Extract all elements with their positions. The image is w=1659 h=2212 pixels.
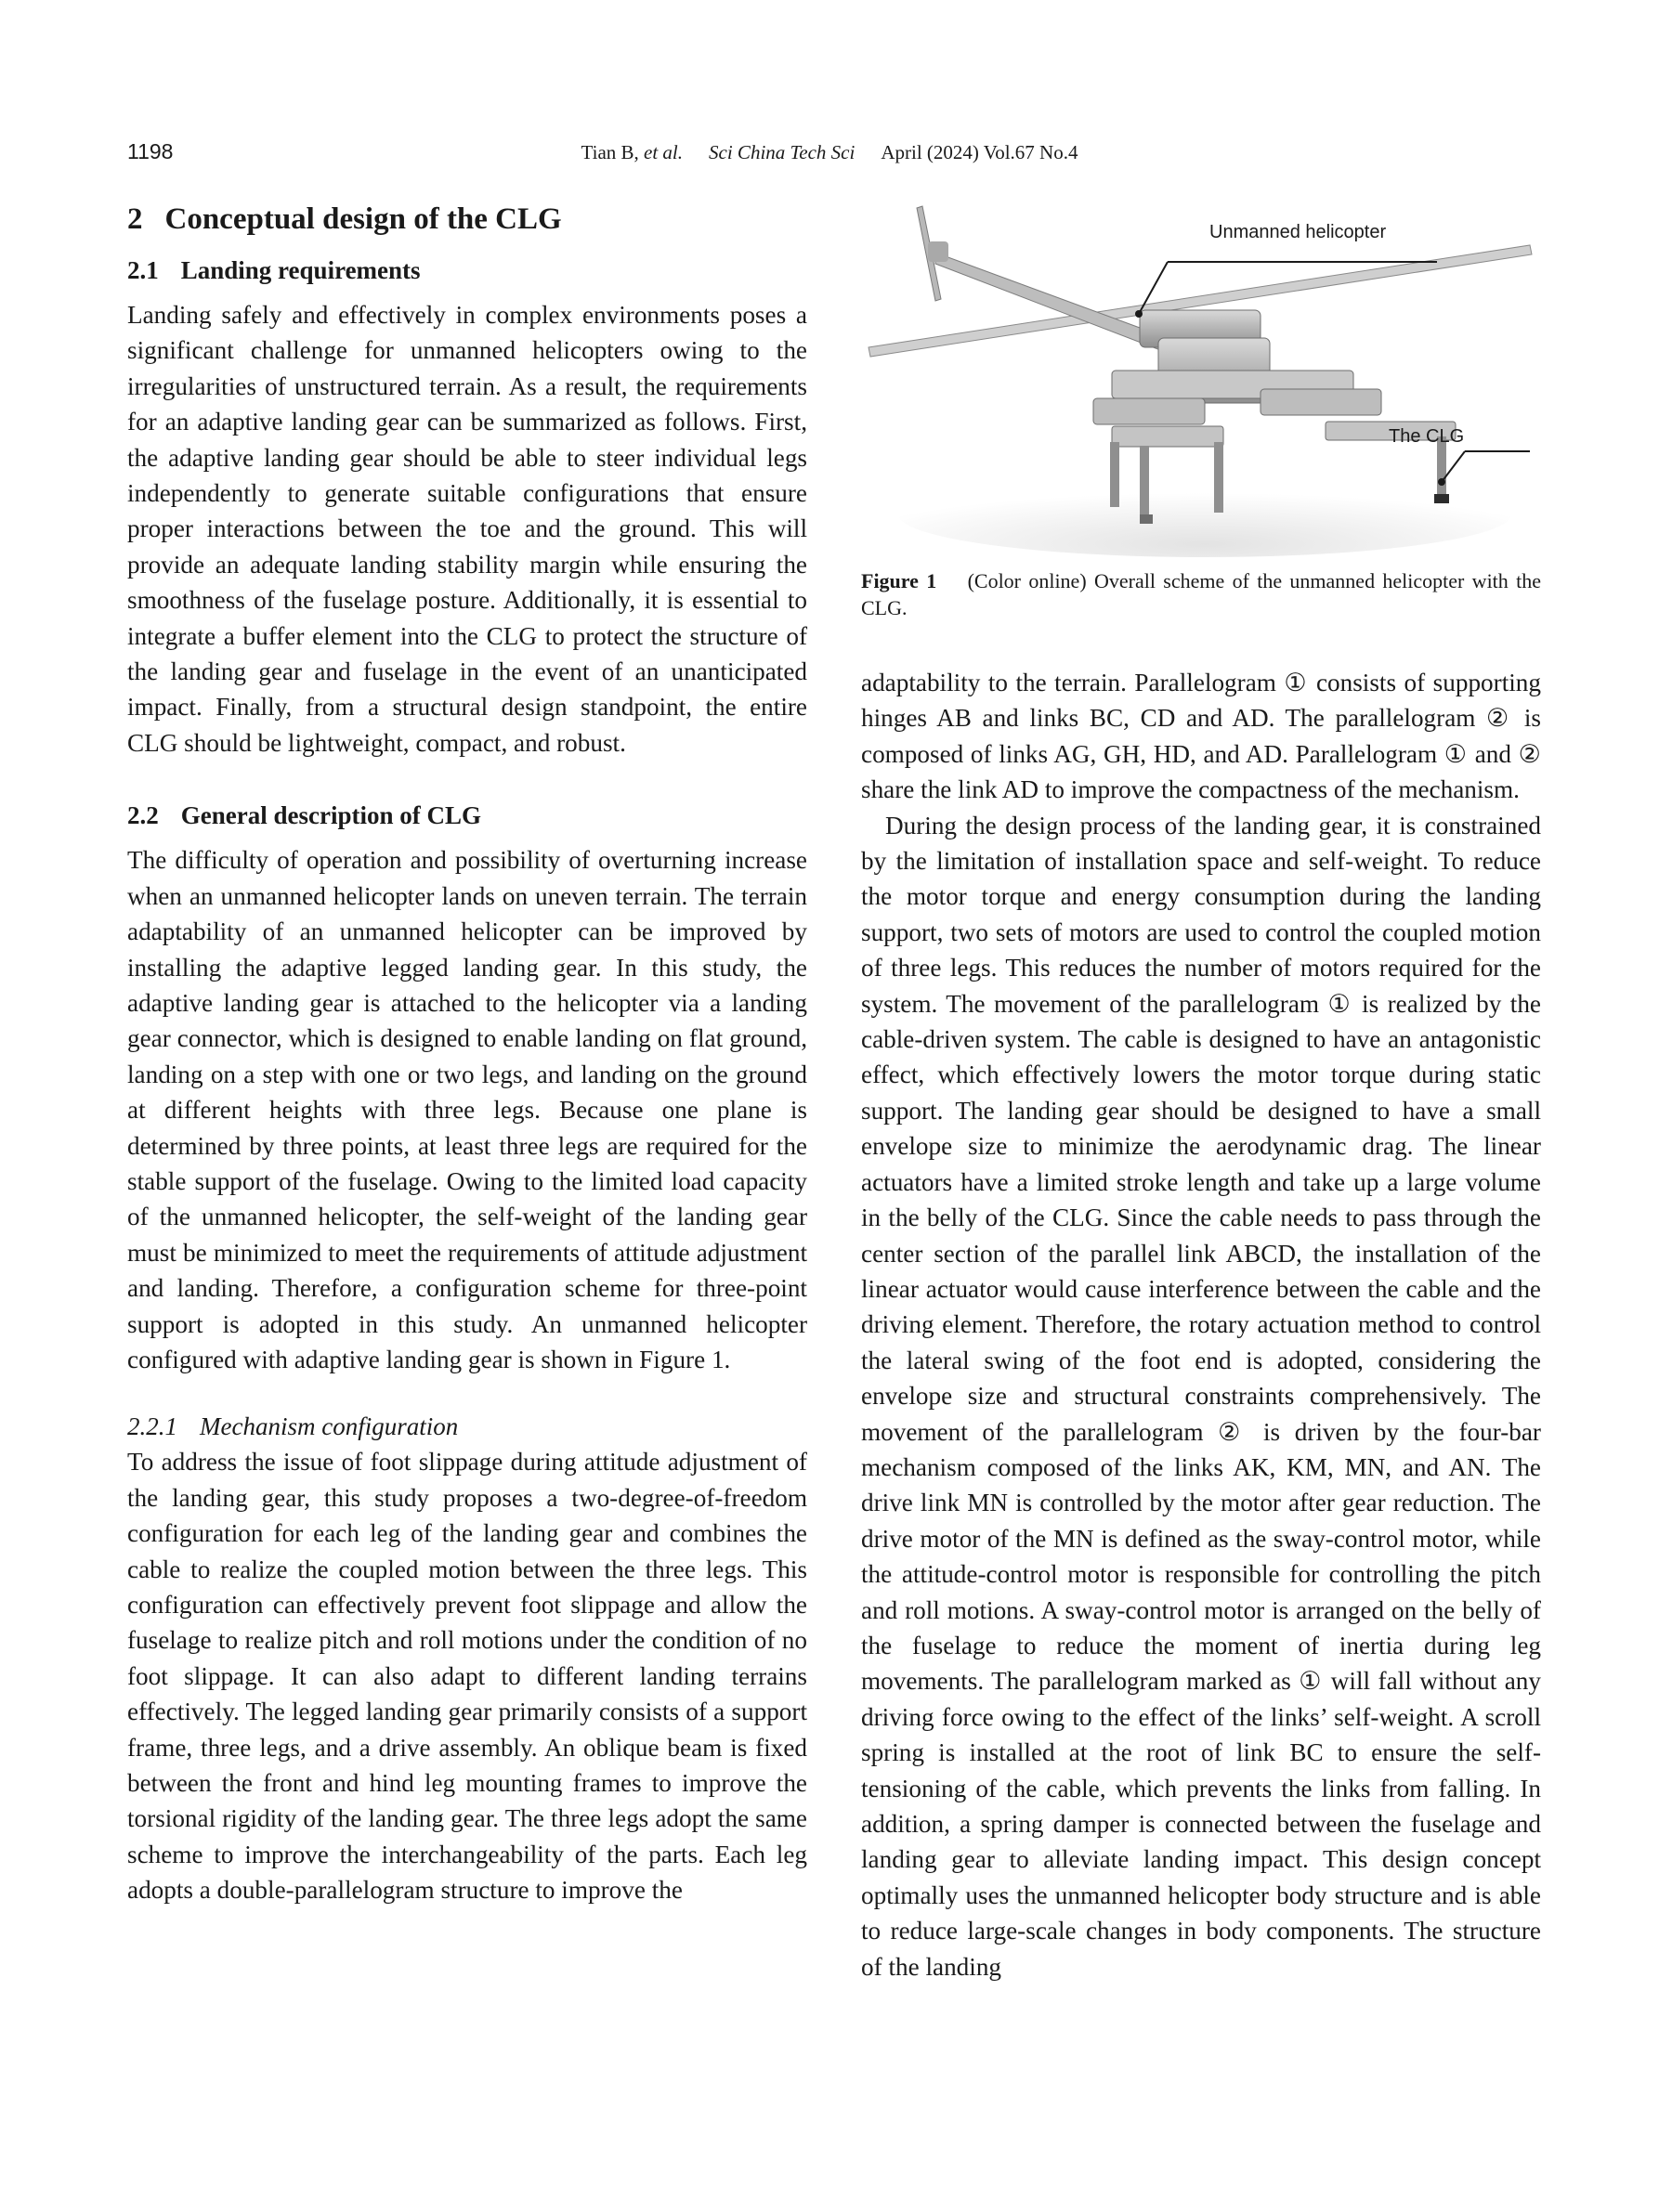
running-head-et-al: et al. (644, 141, 684, 163)
paragraph-mechanism-configuration: To address the issue of foot slippage during attitude adjustment of the landing gear, this study proposes a two-degree-of-freedom configuration for each leg of the landing gear and combines the cable to realize the coupled motion between the three legs. This configuration can effectively prevent foot slippage and allow the fuselage to realize pitch and roll motions under the condition of no foot slippage. It can also adapt to different landing terrains effectively. The legged landing gear primarily consists of a support frame, three legs, and a drive assembly. An oblique beam is fixed between the front and hind leg mounting frames to improve the torsional rigidity of the landing gear. The three legs adopt the same scheme to improve the interchangeability of the parts. Each leg adopts a double-parallelogram structure to improve the (127, 1448, 807, 1905)
section-number: 2 (127, 202, 143, 236)
front-leg-link (1112, 426, 1223, 447)
leg-left-rear (1110, 442, 1119, 507)
callout-dot-clg (1438, 478, 1445, 486)
figure-caption-label: Figure 1 (861, 569, 937, 592)
label-the-clg: The CLG (1389, 426, 1465, 447)
right-column (861, 665, 1541, 1984)
ground-shadow (898, 472, 1511, 557)
leg-front (1140, 446, 1149, 520)
subsection-heading (127, 798, 807, 833)
foot-front (1140, 514, 1153, 524)
right-leg-mount (1261, 389, 1381, 415)
subsection-number: 2.1 (127, 256, 159, 284)
left-column (127, 199, 807, 1908)
section-heading (127, 199, 807, 240)
subsubsection-heading (127, 1409, 807, 1444)
callout-dot-helicopter (1135, 310, 1143, 318)
left-leg-mount (1093, 398, 1205, 424)
label-unmanned-helicopter: Unmanned helicopter (1209, 222, 1387, 242)
helicopter-clg-render (861, 199, 1541, 561)
subsection-heading (127, 253, 807, 288)
subsection-title: Landing requirements (180, 256, 421, 284)
section-title: Conceptual design of the CLG (164, 202, 562, 236)
paragraph-general-description: The difficulty of operation and possibility of overturning increase when an unmanned helicopter lands on uneven terrain. The terrain adaptability of an unmanned helicopter can be improved by installing the adaptive legged landing gear. In this study, the adaptive landing gear is attached to the helicopter via a landing gear connector, which is designed to enable landing on flat ground, landing on a step with one or two legs, and landing on the ground at different heights with three legs. Because one plane is determined by three points, at least three legs are required for the stable support of the fuselage. Owing to the limited load capacity of the unmanned helicopter, the self-weight of the landing gear must be minimized to meet the requirements of attitude adjustment and landing. Therefore, a configuration scheme for three-point support is adopted in this study. An unmanned helicopter configured with adaptive landing gear is shown in Figure 1. (127, 846, 807, 1373)
foot-right (1434, 494, 1449, 503)
running-head-journal: Sci China Tech Sci (709, 141, 856, 163)
subsubsection-number: 2.2.1 (127, 1412, 177, 1441)
leg-front-right (1214, 442, 1223, 513)
figure-caption (861, 567, 1541, 621)
paragraph-parallelogram: adaptability to the terrain. Parallelogram ① consists of supporting hinges AB and links BC, CD and AD. The parallelogram ② is composed of links AG, GH, HD, and AD. Parallelogram ① and ② share the link AD to improve the compactness of the mechanism. (861, 669, 1541, 804)
figure-1 (861, 199, 1541, 561)
subsubsection-title: Mechanism configuration (200, 1412, 459, 1441)
running-head: Tian B, et al. Sci China Tech Sci April (2024) Vol.67 No.4 (581, 141, 1078, 163)
tail-hub (928, 241, 948, 262)
subsection-title: General description of CLG (180, 801, 481, 830)
running-head-issue: April (2024) Vol.67 No.4 (881, 141, 1078, 163)
figure-caption-text: (Color online) Overall scheme of the unmanned helicopter with the CLG. (861, 569, 1541, 619)
paragraph-landing-requirements: Landing safely and effectively in complex environments poses a significant challenge for unmanned helicopters owing to the irregularities of unstructured terrain. As a result, the requirements for an adaptive landing gear can be summarized as follows. First, the adaptive landing gear should be able to steer individual legs independently to generate suitable configurations that ensure proper interactions between the toe and the ground. This will provide an adequate landing stability margin while ensuring the smoothness of the fuselage posture. Additionally, it is essential to integrate a buffer element into the CLG to protect the structure of the landing gear and fuselage in the event of an unanticipated impact. Finally, from a structural design standpoint, the entire CLG should be lightweight, compact, and robust. (127, 301, 807, 757)
running-head-authors: Tian B (581, 141, 634, 163)
page-number: 1198 (127, 139, 174, 163)
paragraph-design-process: During the design process of the landing gear, it is constrained by the limitation of installation space and self-weight. To reduce the motor torque and energy consumption during the landing support, two sets of motors are used to control the coupled motion of three legs. This reduces the number of motors required for the system. The movement of the parallelogram ① is realized by the cable-driven system. The cable is designed to have an antagonistic effect, which effectively lowers the motor torque during static support. The landing gear should be designed to have a small envelope size to minimize the aerodynamic drag. The linear actuators have a limited stroke length and take up a large volume in the belly of the CLG. Since the cable needs to pass through the center section of the parallel link ABCD, the installation of the linear actuator would cause interference between the cable and the driving element. Therefore, the rotary actuation method to control the lateral swing of the foot end is adopted, considering the envelope size and structural constraints comprehensively. The movement of the parallelogram ② is driven by the four-bar mechanism composed of the links AK, KM, MN, and AN. The drive link MN is controlled by the motor after gear reduction. The drive motor of the MN is defined as the sway-control motor, while the attitude-control motor is responsible for controlling the pitch and roll motions. A sway-control motor is arranged on the belly of the fuselage to reduce the moment of inertia during leg movements. The parallelogram marked as ① will fall without any driving force owing to the effect of the links’ self-weight. A scroll spring is installed at the root of link BC to ensure the self-tensioning of the cable, which prevents the links from falling. In addition, a spring damper is connected between the fuselage and landing gear to alleviate landing impact. This design concept optimally uses the unmanned helicopter body structure and is able to reduce large-scale changes in body components. The structure of the landing (861, 811, 1541, 1981)
subsection-number: 2.2 (127, 801, 159, 830)
